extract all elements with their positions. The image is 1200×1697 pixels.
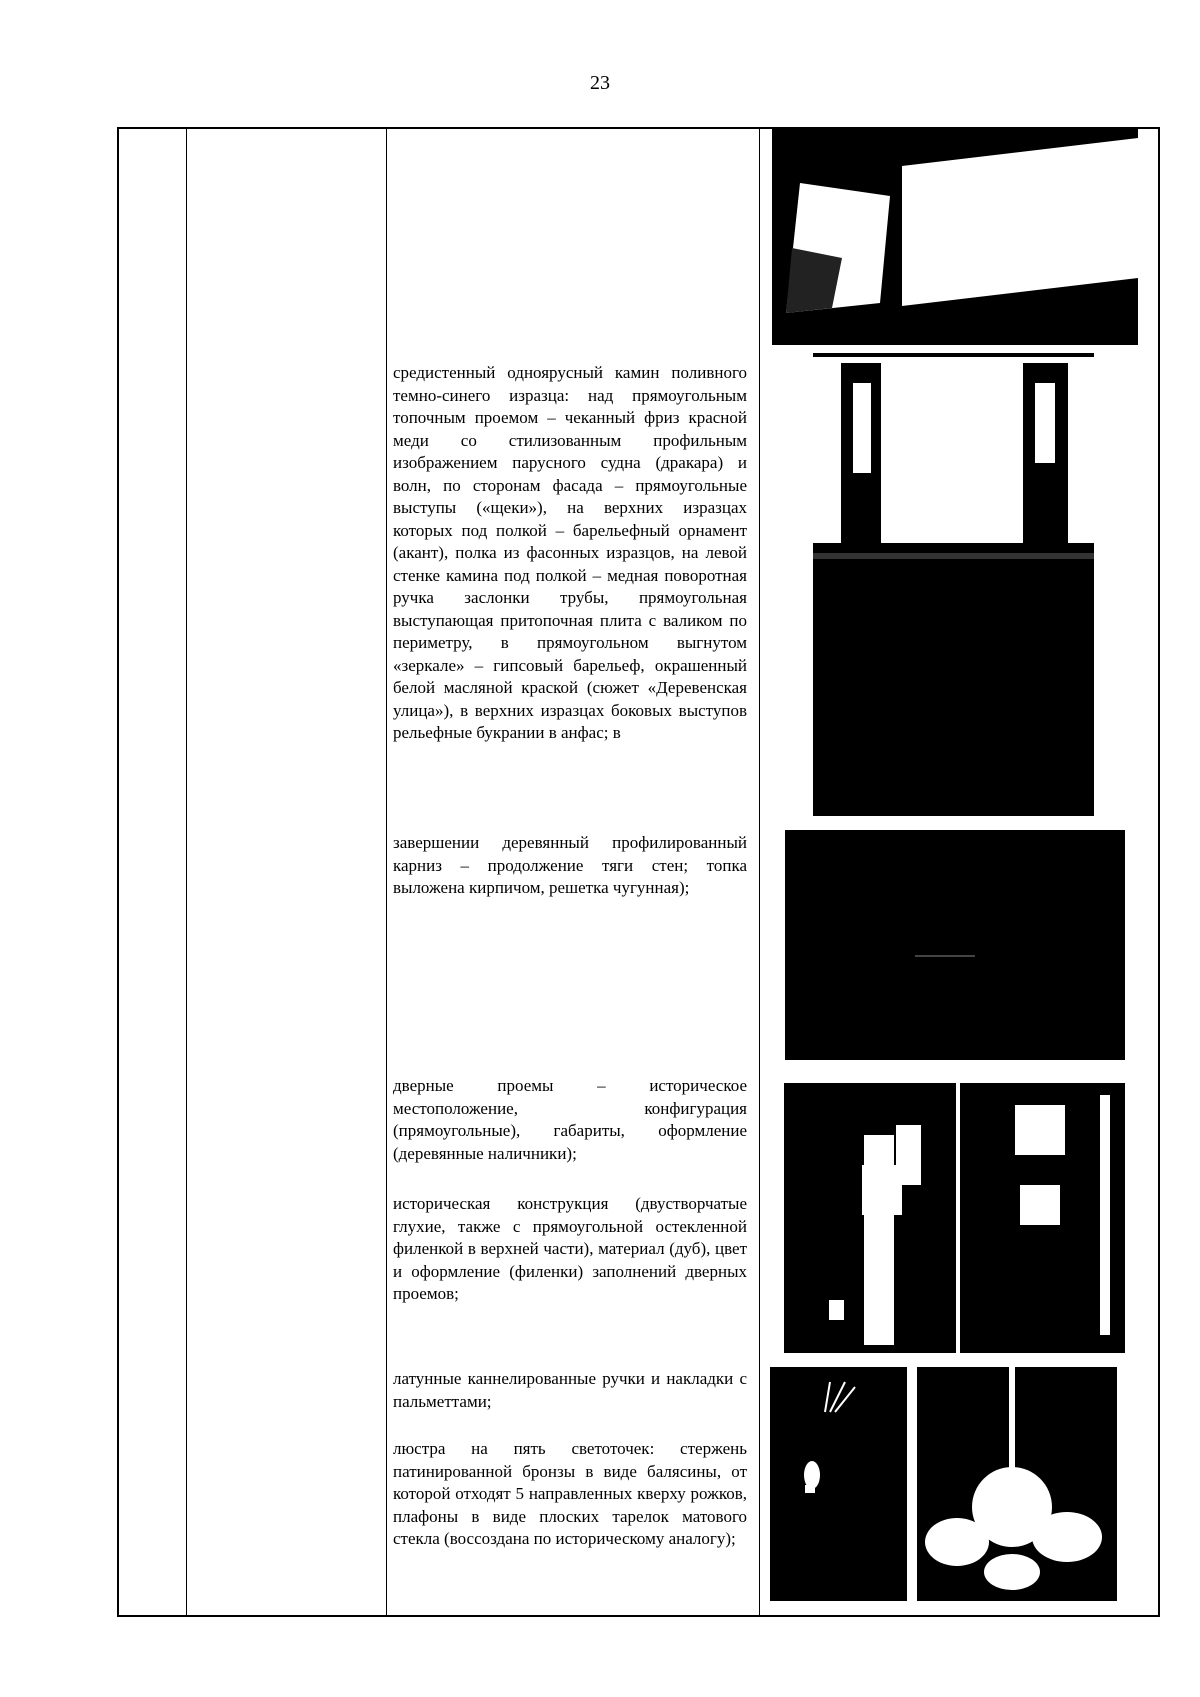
column-divider-1 xyxy=(186,129,187,1615)
handles-description: латунные каннелированные ручки и накладки с пальметтами; xyxy=(393,1369,747,1411)
fireplace-description-continued: завершении деревянный профилированный карниз – продолжение тяги стен; топка выложена кирпичом, решетка чугунная); xyxy=(393,833,747,897)
handle-photo xyxy=(770,1367,907,1601)
door-construction-description: историческая конструкция (двустворчатые глухие, также с прямоугольной остекленной филенкой в верхней части), материал (дуб), цвет и оформление (филенки) заполнений дверных проемов; xyxy=(393,1194,747,1303)
door-photo-right xyxy=(960,1075,1125,1353)
column-divider-3 xyxy=(759,129,760,1615)
door-photo-left xyxy=(784,1075,956,1353)
column-divider-2 xyxy=(386,129,387,1615)
page-number: 23 xyxy=(590,72,610,94)
chandelier-photo xyxy=(917,1367,1117,1601)
fireplace-lower-photo xyxy=(785,830,1125,1060)
fireplace-description: средистенный одноярусный камин поливного темно-синего изразца: над прямоугольным топочным проемом – чеканный фриз красной меди со стилизованным профильным изображением парусного судна (дракара) и волн, по сторонам фасада – прямоугольные выступы («щеки»), на верхних изразцах которых под полкой – барельефный орнамент (акант), полка из фасонных изразцов, на левой стенке камина под полкой – медная поворотная ручка заслонки трубы, прямоугольная выступающая притопочная плита с валиком по периметру, в прямоугольном выгнутом «зеркале» – гипсовый барельеф, окрашенный белой масляной краской (сюжет «Деревенская улица»), в верхних изразцах боковых выступов рельефные букрании в анфас; в xyxy=(393,363,747,742)
fireplace-photo xyxy=(813,353,1094,816)
ceiling-photo xyxy=(772,128,1138,345)
chandelier-description: люстра на пять светоточек: стержень патинированной бронзы в виде балясины, от которой отходят 5 направленных кверху рожков, плафоны в виде плоских тарелок матового стекла (воссоздана по историческому аналогу); xyxy=(393,1439,747,1548)
door-openings-description: дверные проемы – историческое местоположение, конфигурация (прямоугольные), габариты, оформление (деревянные наличники); xyxy=(393,1076,747,1163)
